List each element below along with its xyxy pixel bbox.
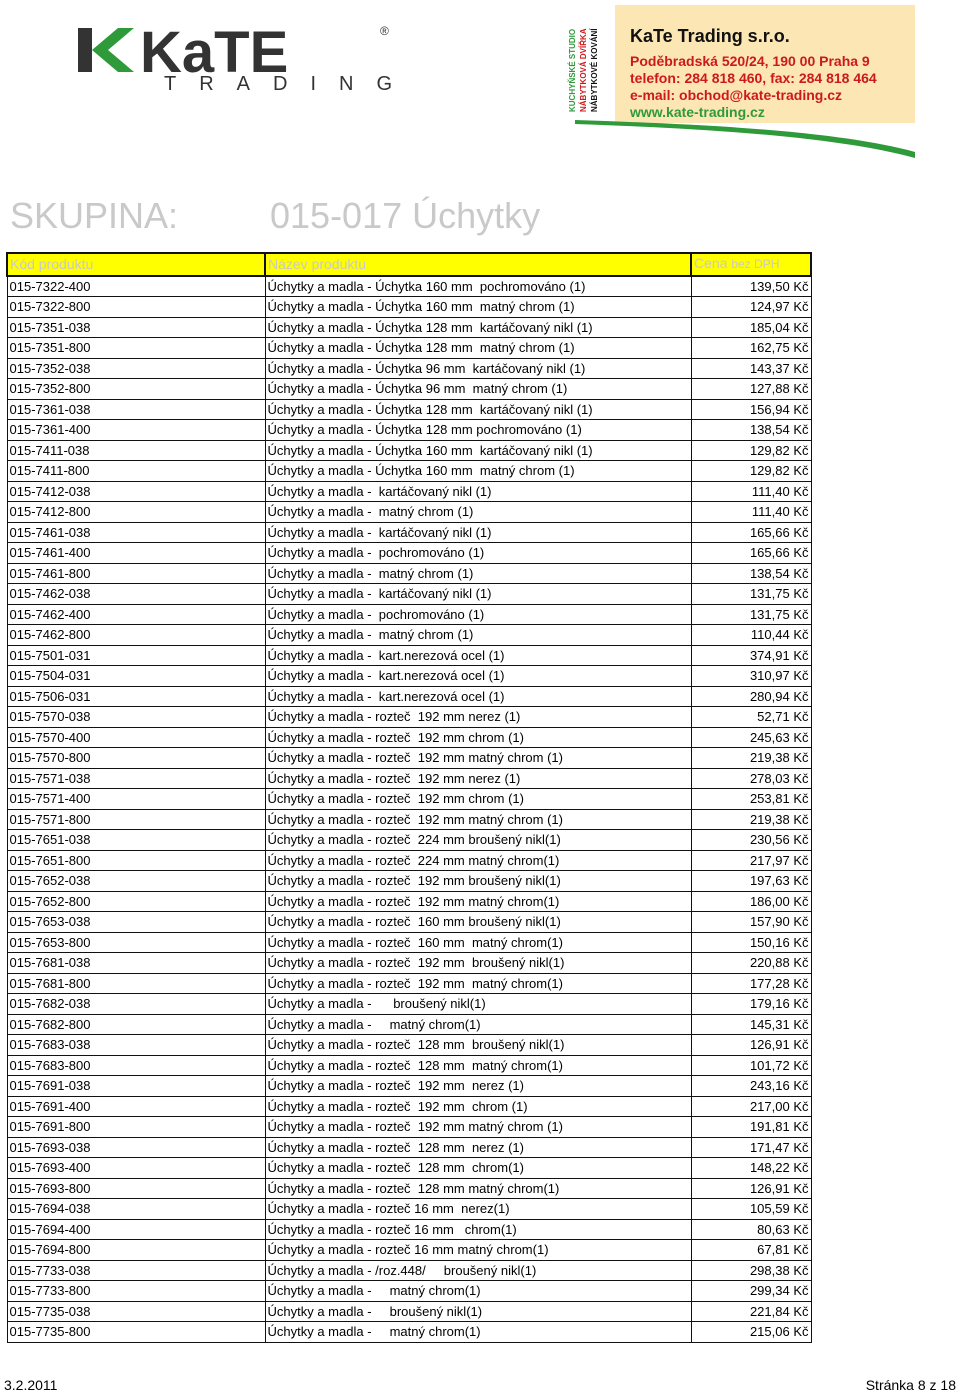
cell-code: 015-7693-400 xyxy=(7,1158,265,1179)
cell-price: 138,54 Kč xyxy=(691,563,811,584)
table-row xyxy=(7,1301,811,1322)
table-row xyxy=(7,707,811,728)
cell-code: 015-7361-038 xyxy=(7,399,265,420)
cell-name: Úchytky a madla - rozteč 128 mm broušený nikl(1) xyxy=(265,1035,691,1056)
cell-price: 129,82 Kč xyxy=(691,440,811,461)
cell-code: 015-7683-800 xyxy=(7,1055,265,1076)
cell-code: 015-7571-038 xyxy=(7,768,265,789)
cell-name: Úchytky a madla - rozteč 192 mm broušený nikl(1) xyxy=(265,871,691,892)
cell-name: Úchytky a madla - Úchytka 128 mm kartáčovaný nikl (1) xyxy=(265,317,691,338)
cell-price: 186,00 Kč xyxy=(691,891,811,912)
cell-name: Úchytky a madla - rozteč 192 mm chrom (1) xyxy=(265,727,691,748)
logo-subtitle: TRADING xyxy=(164,73,415,95)
cell-code: 015-7571-400 xyxy=(7,789,265,810)
cell-price: 253,81 Kč xyxy=(691,789,811,810)
cell-name: Úchytky a madla - kartáčovaný nikl (1) xyxy=(265,481,691,502)
cell-name: Úchytky a madla - matný chrom(1) xyxy=(265,1014,691,1035)
table-row xyxy=(7,502,811,523)
table-row xyxy=(7,1137,811,1158)
table-row xyxy=(7,604,811,625)
cell-price: 217,00 Kč xyxy=(691,1096,811,1117)
cell-price: 165,66 Kč xyxy=(691,522,811,543)
table-row xyxy=(7,1055,811,1076)
cell-price: 219,38 Kč xyxy=(691,809,811,830)
cell-name: Úchytky a madla - kartáčovaný nikl (1) xyxy=(265,522,691,543)
registered-mark: ® xyxy=(380,24,389,38)
cell-code: 015-7462-038 xyxy=(7,584,265,605)
cell-name: Úchytky a madla - broušený nikl(1) xyxy=(265,1301,691,1322)
cell-code: 015-7462-800 xyxy=(7,625,265,646)
cell-name: Úchytky a madla - matný chrom(1) xyxy=(265,1322,691,1343)
cell-price: 215,06 Kč xyxy=(691,1322,811,1343)
cell-name: Úchytky a madla - rozteč 192 mm matný chrom(1) xyxy=(265,973,691,994)
cell-code: 015-7461-038 xyxy=(7,522,265,543)
cell-code: 015-7351-038 xyxy=(7,317,265,338)
cell-code: 015-7693-800 xyxy=(7,1178,265,1199)
page-header xyxy=(0,0,960,165)
cell-code: 015-7571-800 xyxy=(7,809,265,830)
table-row xyxy=(7,1178,811,1199)
cell-price: 245,63 Kč xyxy=(691,727,811,748)
table-row xyxy=(7,543,811,564)
cell-name: Úchytky a madla - kartáčovaný nikl (1) xyxy=(265,584,691,605)
cell-name: Úchytky a madla - rozteč 192 mm nerez (1) xyxy=(265,707,691,728)
cell-code: 015-7691-038 xyxy=(7,1076,265,1097)
table-row xyxy=(7,994,811,1015)
cell-price: 156,94 Kč xyxy=(691,399,811,420)
service-line-2: NÁBYTKOVÁ DVÍŘKA xyxy=(579,28,588,112)
cell-price: 243,16 Kč xyxy=(691,1076,811,1097)
cell-name: Úchytky a madla - rozteč 192 mm nerez (1) xyxy=(265,1076,691,1097)
cell-code: 015-7651-800 xyxy=(7,850,265,871)
cell-name: Úchytky a madla - Úchytka 96 mm kartáčovaný nikl (1) xyxy=(265,358,691,379)
cell-price: 165,66 Kč xyxy=(691,543,811,564)
cell-code: 015-7693-038 xyxy=(7,1137,265,1158)
table-row xyxy=(7,625,811,646)
cell-price: 374,91 Kč xyxy=(691,645,811,666)
table-header-row xyxy=(7,253,811,276)
header-name: Název produktu xyxy=(265,253,691,276)
table-row xyxy=(7,1076,811,1097)
cell-price: 162,75 Kč xyxy=(691,338,811,359)
kate-trading-logo xyxy=(78,22,415,95)
cell-price: 143,37 Kč xyxy=(691,358,811,379)
header-price xyxy=(691,253,811,276)
cell-price: 197,63 Kč xyxy=(691,871,811,892)
company-info-box xyxy=(615,5,915,123)
cell-code: 015-7461-800 xyxy=(7,563,265,584)
logo-wordmark: KaTE xyxy=(140,22,289,80)
cell-name: Úchytky a madla - rozteč 128 mm nerez (1) xyxy=(265,1137,691,1158)
cell-price: 126,91 Kč xyxy=(691,1178,811,1199)
footer-page-number: Stránka 8 z 18 xyxy=(865,1377,956,1393)
cell-name: Úchytky a madla - Úchytka 160 mm matný chrom (1) xyxy=(265,297,691,318)
cell-price: 124,97 Kč xyxy=(691,297,811,318)
table-row xyxy=(7,584,811,605)
table-row xyxy=(7,768,811,789)
table-row xyxy=(7,297,811,318)
cell-price: 126,91 Kč xyxy=(691,1035,811,1056)
cell-price: 150,16 Kč xyxy=(691,932,811,953)
cell-price: 221,84 Kč xyxy=(691,1301,811,1322)
cell-price: 80,63 Kč xyxy=(691,1219,811,1240)
cell-name: Úchytky a madla - broušený nikl(1) xyxy=(265,994,691,1015)
cell-name: Úchytky a madla - rozteč 192 mm broušený nikl(1) xyxy=(265,953,691,974)
cell-name: Úchytky a madla - rozteč 192 mm matný chrom (1) xyxy=(265,1117,691,1138)
cell-price: 52,71 Kč xyxy=(691,707,811,728)
table-row xyxy=(7,973,811,994)
service-lines xyxy=(568,20,612,112)
cell-name: Úchytky a madla - rozteč 192 mm nerez (1) xyxy=(265,768,691,789)
cell-name: Úchytky a madla - rozteč 128 mm matný chrom(1) xyxy=(265,1055,691,1076)
header-price-note: bez DPH xyxy=(731,257,780,271)
cell-name: Úchytky a madla - Úchytka 128 mm pochromováno (1) xyxy=(265,420,691,441)
cell-name: Úchytky a madla - rozteč 192 mm matný chrom(1) xyxy=(265,891,691,912)
cell-code: 015-7682-038 xyxy=(7,994,265,1015)
cell-name: Úchytky a madla - kart.nerezová ocel (1) xyxy=(265,666,691,687)
cell-code: 015-7694-400 xyxy=(7,1219,265,1240)
table-row xyxy=(7,830,811,851)
table-row xyxy=(7,809,811,830)
cell-price: 298,38 Kč xyxy=(691,1260,811,1281)
header-code: Kód produktu xyxy=(7,253,265,276)
table-row xyxy=(7,276,811,297)
cell-name: Úchytky a madla - rozteč 224 mm matný chrom(1) xyxy=(265,850,691,871)
table-row xyxy=(7,932,811,953)
table-row xyxy=(7,420,811,441)
table-row xyxy=(7,317,811,338)
table-row xyxy=(7,645,811,666)
cell-name: Úchytky a madla - /roz.448/ broušený nikl(1) xyxy=(265,1260,691,1281)
cell-code: 015-7691-400 xyxy=(7,1096,265,1117)
table-body xyxy=(7,276,811,1343)
cell-code: 015-7501-031 xyxy=(7,645,265,666)
table-row xyxy=(7,1117,811,1138)
cell-code: 015-7411-800 xyxy=(7,461,265,482)
cell-name: Úchytky a madla - pochromováno (1) xyxy=(265,604,691,625)
cell-price: 177,28 Kč xyxy=(691,973,811,994)
cell-price: 101,72 Kč xyxy=(691,1055,811,1076)
cell-code: 015-7411-038 xyxy=(7,440,265,461)
cell-price: 67,81 Kč xyxy=(691,1240,811,1261)
table-row xyxy=(7,789,811,810)
cell-price: 219,38 Kč xyxy=(691,748,811,769)
cell-code: 015-7735-038 xyxy=(7,1301,265,1322)
cell-code: 015-7570-800 xyxy=(7,748,265,769)
cell-price: 220,88 Kč xyxy=(691,953,811,974)
table-row xyxy=(7,748,811,769)
cell-name: Úchytky a madla - Úchytka 128 mm matný chrom (1) xyxy=(265,338,691,359)
cell-code: 015-7412-800 xyxy=(7,502,265,523)
cell-name: Úchytky a madla - kart.nerezová ocel (1) xyxy=(265,645,691,666)
cell-price: 129,82 Kč xyxy=(691,461,811,482)
cell-price: 185,04 Kč xyxy=(691,317,811,338)
cell-name: Úchytky a madla - matný chrom (1) xyxy=(265,625,691,646)
cell-name: Úchytky a madla - rozteč 192 mm matný chrom (1) xyxy=(265,809,691,830)
cell-price: 111,40 Kč xyxy=(691,481,811,502)
table-row xyxy=(7,1322,811,1343)
service-line-1: KUCHYŇSKÉ STUDIO xyxy=(568,28,577,112)
table-row xyxy=(7,522,811,543)
table-row xyxy=(7,1260,811,1281)
cell-code: 015-7683-038 xyxy=(7,1035,265,1056)
cell-name: Úchytky a madla - matný chrom (1) xyxy=(265,502,691,523)
cell-name: Úchytky a madla - rozteč 128 mm matný chrom(1) xyxy=(265,1178,691,1199)
header-price-label: Cena xyxy=(694,255,728,271)
cell-name: Úchytky a madla - pochromováno (1) xyxy=(265,543,691,564)
cell-name: Úchytky a madla - rozteč 160 mm matný chrom(1) xyxy=(265,932,691,953)
cell-name: Úchytky a madla - Úchytka 160 mm kartáčovaný nikl (1) xyxy=(265,440,691,461)
cell-price: 217,97 Kč xyxy=(691,850,811,871)
table-row xyxy=(7,1014,811,1035)
table-row xyxy=(7,440,811,461)
table-row xyxy=(7,379,811,400)
cell-price: 310,97 Kč xyxy=(691,666,811,687)
cell-price: 105,59 Kč xyxy=(691,1199,811,1220)
cell-price: 131,75 Kč xyxy=(691,584,811,605)
cell-code: 015-7733-038 xyxy=(7,1260,265,1281)
cell-name: Úchytky a madla - Úchytka 128 mm kartáčovaný nikl (1) xyxy=(265,399,691,420)
table-row xyxy=(7,953,811,974)
cell-price: 278,03 Kč xyxy=(691,768,811,789)
table-row xyxy=(7,563,811,584)
company-website: www.kate-trading.cz xyxy=(630,104,765,120)
cell-name: Úchytky a madla - rozteč 16 mm chrom(1) xyxy=(265,1219,691,1240)
cell-price: 280,94 Kč xyxy=(691,686,811,707)
cell-price: 145,31 Kč xyxy=(691,1014,811,1035)
cell-code: 015-7322-800 xyxy=(7,297,265,318)
cell-price: 148,22 Kč xyxy=(691,1158,811,1179)
table-row xyxy=(7,1035,811,1056)
service-line-3: NÁBYTKOVÉ KOVÁNÍ xyxy=(590,28,599,112)
table-row xyxy=(7,399,811,420)
table-row xyxy=(7,850,811,871)
table-row xyxy=(7,1240,811,1261)
cell-code: 015-7361-400 xyxy=(7,420,265,441)
table-row xyxy=(7,461,811,482)
cell-name: Úchytky a madla - rozteč 224 mm broušený nikl(1) xyxy=(265,830,691,851)
table-row xyxy=(7,1199,811,1220)
cell-code: 015-7351-800 xyxy=(7,338,265,359)
cell-code: 015-7322-400 xyxy=(7,276,265,297)
table-row xyxy=(7,871,811,892)
logo-swoosh-icon xyxy=(78,22,388,80)
cell-name: Úchytky a madla - rozteč 192 mm chrom (1) xyxy=(265,789,691,810)
table-row xyxy=(7,338,811,359)
table-row xyxy=(7,666,811,687)
table-row xyxy=(7,912,811,933)
cell-price: 127,88 Kč xyxy=(691,379,811,400)
cell-code: 015-7570-038 xyxy=(7,707,265,728)
group-label: SKUPINA: xyxy=(10,195,179,236)
company-name: KaTe Trading s.r.o. xyxy=(630,26,790,46)
table-row xyxy=(7,1096,811,1117)
table-row xyxy=(7,481,811,502)
table-row xyxy=(7,686,811,707)
cell-code: 015-7652-038 xyxy=(7,871,265,892)
cell-price: 111,40 Kč xyxy=(691,502,811,523)
cell-name: Úchytky a madla - Úchytka 160 mm pochromováno (1) xyxy=(265,276,691,297)
cell-price: 138,54 Kč xyxy=(691,420,811,441)
cell-code: 015-7461-400 xyxy=(7,543,265,564)
table-row xyxy=(7,727,811,748)
cell-price: 299,34 Kč xyxy=(691,1281,811,1302)
cell-price: 179,16 Kč xyxy=(691,994,811,1015)
cell-code: 015-7504-031 xyxy=(7,666,265,687)
cell-code: 015-7352-800 xyxy=(7,379,265,400)
cell-code: 015-7694-800 xyxy=(7,1240,265,1261)
cell-price: 110,44 Kč xyxy=(691,625,811,646)
cell-price: 230,56 Kč xyxy=(691,830,811,851)
cell-code: 015-7681-800 xyxy=(7,973,265,994)
table-row xyxy=(7,891,811,912)
table-row xyxy=(7,358,811,379)
cell-name: Úchytky a madla - Úchytka 160 mm matný chrom (1) xyxy=(265,461,691,482)
cell-name: Úchytky a madla - rozteč 192 mm chrom (1) xyxy=(265,1096,691,1117)
table-row xyxy=(7,1158,811,1179)
company-email: e-mail: obchod@kate-trading.cz xyxy=(630,87,843,103)
cell-name: Úchytky a madla - matný chrom (1) xyxy=(265,563,691,584)
cell-name: Úchytky a madla - Úchytka 96 mm matný chrom (1) xyxy=(265,379,691,400)
cell-code: 015-7652-800 xyxy=(7,891,265,912)
green-stripe-icon xyxy=(575,118,915,158)
table-row xyxy=(7,1281,811,1302)
company-address: Poděbradská 520/24, 190 00 Praha 9 xyxy=(630,53,870,69)
footer-date: 3.2.2011 xyxy=(4,1377,58,1393)
cell-name: Úchytky a madla - rozteč 192 mm matný chrom (1) xyxy=(265,748,691,769)
cell-code: 015-7506-031 xyxy=(7,686,265,707)
cell-name: Úchytky a madla - matný chrom(1) xyxy=(265,1281,691,1302)
cell-code: 015-7570-400 xyxy=(7,727,265,748)
cell-name: Úchytky a madla - kart.nerezová ocel (1) xyxy=(265,686,691,707)
cell-code: 015-7653-800 xyxy=(7,932,265,953)
cell-name: Úchytky a madla - rozteč 128 mm chrom(1) xyxy=(265,1158,691,1179)
company-phone: telefon: 284 818 460, fax: 284 818 464 xyxy=(630,70,877,86)
cell-price: 157,90 Kč xyxy=(691,912,811,933)
cell-code: 015-7691-800 xyxy=(7,1117,265,1138)
cell-price: 171,47 Kč xyxy=(691,1137,811,1158)
cell-code: 015-7352-038 xyxy=(7,358,265,379)
product-table xyxy=(6,252,812,1343)
cell-code: 015-7735-800 xyxy=(7,1322,265,1343)
cell-code: 015-7682-800 xyxy=(7,1014,265,1035)
table-row xyxy=(7,1219,811,1240)
cell-code: 015-7462-400 xyxy=(7,604,265,625)
cell-code: 015-7653-038 xyxy=(7,912,265,933)
group-value: 015-017 Úchytky xyxy=(270,195,541,236)
cell-price: 139,50 Kč xyxy=(691,276,811,297)
cell-name: Úchytky a madla - rozteč 16 mm matný chrom(1) xyxy=(265,1240,691,1261)
cell-name: Úchytky a madla - rozteč 16 mm nerez(1) xyxy=(265,1199,691,1220)
cell-code: 015-7681-038 xyxy=(7,953,265,974)
cell-code: 015-7733-800 xyxy=(7,1281,265,1302)
cell-code: 015-7412-038 xyxy=(7,481,265,502)
cell-name: Úchytky a madla - rozteč 160 mm broušený nikl(1) xyxy=(265,912,691,933)
cell-code: 015-7651-038 xyxy=(7,830,265,851)
cell-code: 015-7694-038 xyxy=(7,1199,265,1220)
cell-price: 191,81 Kč xyxy=(691,1117,811,1138)
cell-price: 131,75 Kč xyxy=(691,604,811,625)
